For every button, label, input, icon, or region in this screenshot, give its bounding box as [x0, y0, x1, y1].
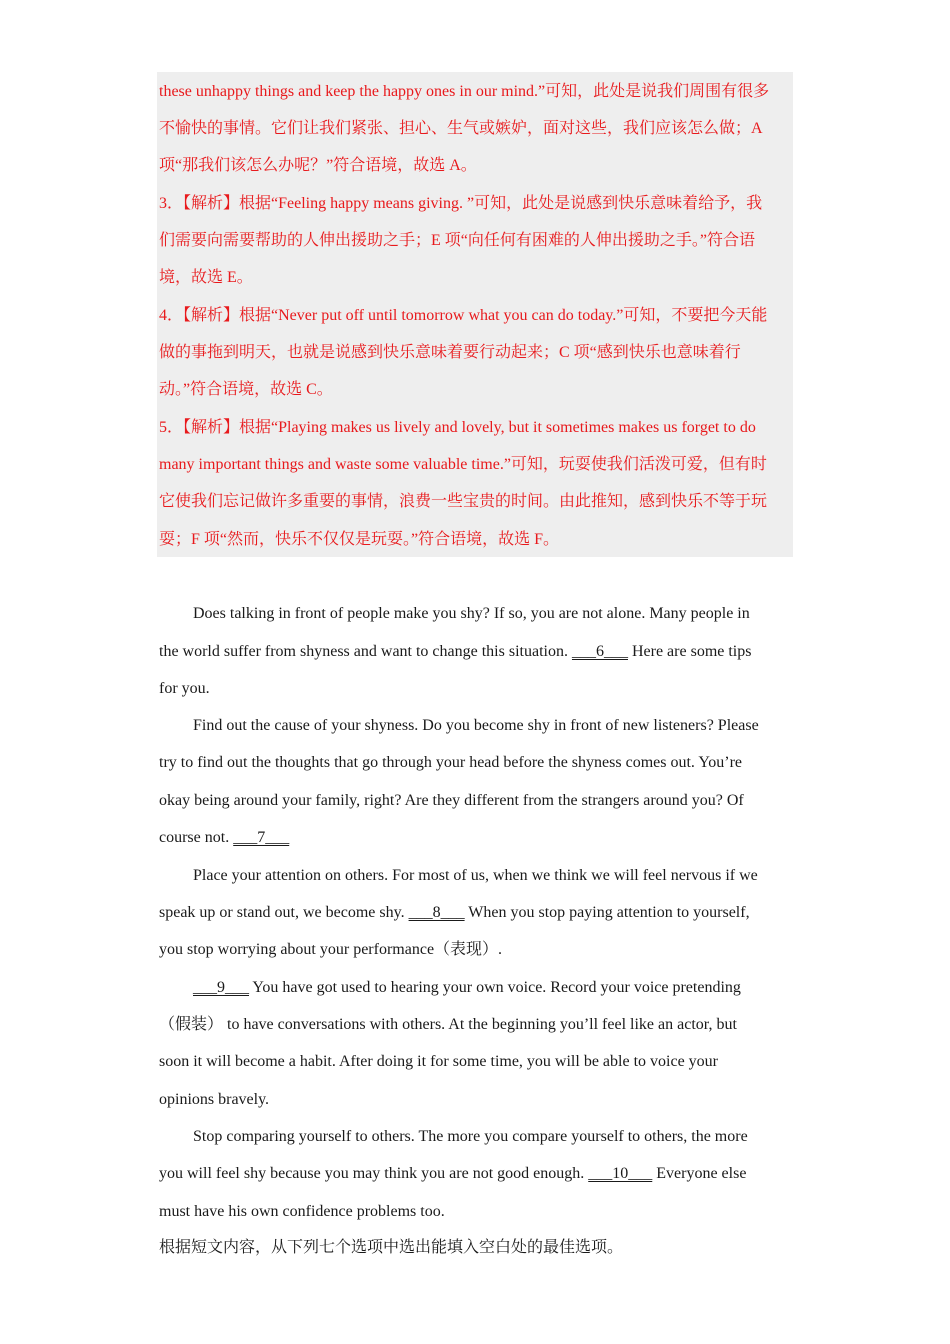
passage-line: speak up or stand out, we become shy. ___8___ When you stop paying attention to yourself, [159, 904, 750, 921]
analysis-line: 做的事拖到明天，也就是说感到快乐意味着要行动起来；C 项“感到快乐也意味着行 [159, 344, 741, 361]
analysis-line: 动。”符合语境，故选 C。 [159, 381, 333, 398]
passage-line: soon it will become a habit. After doing it for some time, you will be able to voice your [159, 1053, 718, 1070]
analysis-line: 4．【解析】根据“Never put off until tomorrow what you can do today.”可知，不要把今天能 [159, 307, 768, 324]
passage-line: try to find out the thoughts that go through your head before the shyness comes out. You’re [159, 754, 743, 771]
analysis-line: 5．【解析】根据“Playing makes us lively and lovely, but it sometimes makes us forget to do [159, 419, 756, 436]
blank-7: ___7___ [233, 829, 290, 846]
passage-line: ___9___ You have got used to hearing your own voice. Record your voice pretending [193, 979, 741, 996]
passage-line: （假装） to have conversations with others. At the beginning you’ll feel like an actor, but [159, 1016, 737, 1033]
passage-line: opinions bravely. [159, 1091, 270, 1108]
analysis-line: 项“那我们该怎么办呢？”符合语境，故选 A。 [159, 157, 477, 174]
passage-line: for you. [159, 680, 210, 697]
analysis-line: 3．【解析】根据“Feeling happy means giving. ”可知，此处是说感到快乐意味着给予，我 [159, 195, 763, 212]
passage-line: you will feel shy because you may think you are not good enough. ___10___ Everyone else [159, 1165, 747, 1182]
analysis-line: 不愉快的事情。它们让我们紧张、担心、生气或嫉妒，面对这些，我们应该怎么做；A [159, 120, 763, 137]
blank-10: ___10___ [588, 1165, 653, 1182]
analysis-line: 它使我们忘记做许多重要的事情，浪费一些宝贵的时间。由此推知，感到快乐不等于玩 [159, 493, 768, 510]
passage-line: okay being around your family, right? Are they different from the strangers around you? Of [159, 792, 744, 809]
analysis-line: 耍；F 项“然而，快乐不仅仅是玩耍。”符合语境，故选 F。 [159, 531, 560, 548]
analysis-line: many important things and waste some valuable time.”可知，玩耍使我们活泼可爱，但有时 [159, 456, 767, 473]
analysis-line: 境，故选 E。 [159, 269, 253, 286]
blank-9: ___9___ [193, 979, 249, 996]
instruction-text: 根据短文内容，从下列七个选项中选出能填入空白处的最佳选项。 [159, 1239, 624, 1256]
passage-line: the world suffer from shyness and want to change this situation. ___6___ Here are some tips [159, 643, 752, 660]
analysis-line: 们需要向需要帮助的人伸出援助之手；E 项“向任何有困难的人伸出援助之手。”符合语 [159, 232, 755, 249]
passage-line: Find out the cause of your shyness. Do you become shy in front of new listeners? Please [193, 717, 759, 734]
passage-line: Does talking in front of people make you shy? If so, you are not alone. Many people in [193, 605, 750, 622]
passage-line: course not. ___7___ [159, 829, 290, 846]
analysis-line: these unhappy things and keep the happy ones in our mind.”可知，此处是说我们周围有很多 [159, 83, 770, 100]
passage-line: Stop comparing yourself to others. The more you compare yourself to others, the more [193, 1128, 748, 1145]
blank-6: ___6___ [571, 643, 628, 660]
passage-line: must have his own confidence problems too. [159, 1203, 445, 1220]
passage-line: Place your attention on others. For most of us, when we think we will feel nervous if we [193, 867, 758, 884]
blank-8: ___8___ [408, 904, 465, 921]
passage-line: you stop worrying about your performance（表现）. [159, 941, 503, 958]
